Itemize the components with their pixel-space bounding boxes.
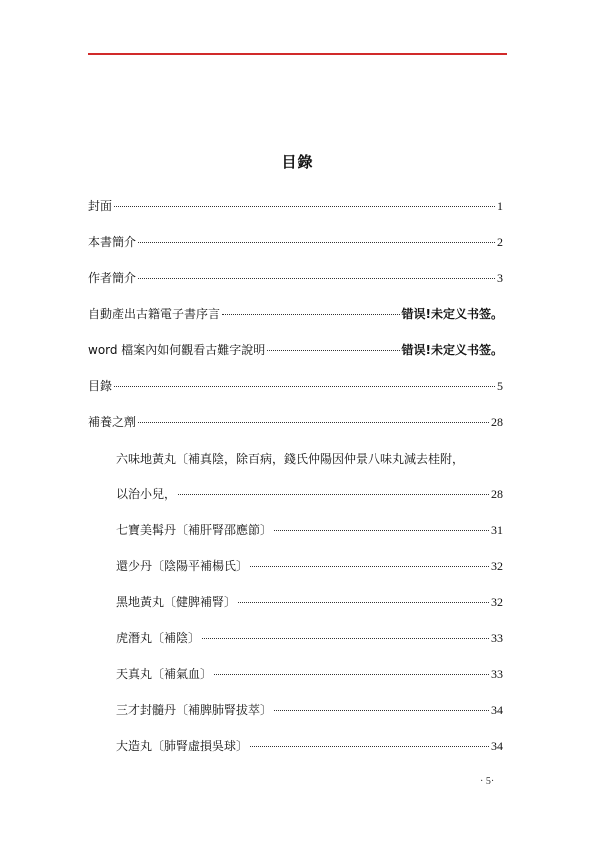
toc-entry-page: 31: [491, 523, 503, 537]
toc-entry[interactable]: [116, 701, 503, 721]
toc-entry-page: 34: [491, 739, 503, 753]
toc-leader: [274, 710, 489, 711]
toc-leader: [274, 530, 489, 531]
toc-entry-page: 2: [497, 235, 503, 249]
toc-entry-page-error: 错误!未定义书签。: [401, 307, 503, 321]
toc-entry[interactable]: [88, 377, 503, 397]
toc-entry[interactable]: [88, 413, 503, 433]
toc-entry[interactable]: [116, 485, 503, 505]
toc-entry[interactable]: [88, 197, 503, 217]
toc-entry-text: 黑地黃丸〔健脾補腎〕: [116, 595, 237, 609]
toc-entry-page: 5: [497, 379, 503, 393]
footer-page-number: · 5·: [480, 776, 495, 787]
toc-entry-text-line1[interactable]: 六味地黃丸〔補真陰，除百病，錢氏仲陽因仲景八味丸減去桂附，: [116, 452, 465, 466]
toc-entry-text: 自動產出古籍電子書序言: [88, 307, 221, 321]
toc-entry-text: 大造丸〔肺腎虛損吳球〕: [116, 739, 249, 753]
toc-entry-page: 28: [491, 415, 503, 429]
toc-entry-text: 三才封髓丹〔補脾肺腎拔萃〕: [116, 703, 273, 717]
toc-entry-text: 虎潛丸〔補陰〕: [116, 631, 201, 645]
toc-leader: [138, 242, 495, 243]
toc-entry[interactable]: [116, 557, 503, 577]
toc-entry[interactable]: [116, 593, 503, 613]
toc-entry[interactable]: [88, 233, 503, 253]
toc-leader: [138, 278, 495, 279]
toc-leader: [250, 566, 489, 567]
toc-entry[interactable]: [116, 521, 503, 541]
toc-entry-page: 32: [491, 559, 503, 573]
toc-title: 目錄: [281, 153, 314, 171]
toc-entry-text: 本書簡介: [88, 235, 137, 249]
toc-leader: [250, 746, 489, 747]
toc-entry[interactable]: [88, 305, 503, 325]
toc-entry-page: 32: [491, 595, 503, 609]
toc-leader: [178, 494, 489, 495]
toc-entry-text: 補養之劑: [88, 415, 137, 429]
toc-entry[interactable]: [116, 665, 503, 685]
toc-entry-text: 目錄: [88, 379, 113, 393]
toc-entry[interactable]: [88, 341, 503, 361]
toc-entry[interactable]: [88, 269, 503, 289]
toc-entry-page: 3: [497, 271, 503, 285]
header-rule: [88, 53, 507, 55]
toc-entry-page: 34: [491, 703, 503, 717]
toc-entry-text: 還少丹〔陰陽平補楊氏〕: [116, 559, 249, 573]
toc-entry-text: word 檔案內如何觀看古難字說明: [88, 343, 266, 357]
toc-leader: [114, 206, 495, 207]
toc-entry-page: 33: [491, 667, 503, 681]
toc-entry-text: 以治小兒，: [116, 487, 177, 501]
toc-leader: [202, 638, 489, 639]
toc-entry-text: 封面: [88, 199, 113, 213]
toc-entry-text: 作者簡介: [88, 271, 137, 285]
toc-leader: [238, 602, 489, 603]
toc-leader: [114, 386, 495, 387]
toc-entry[interactable]: [116, 737, 503, 757]
toc-entry-page-error: 错误!未定义书签。: [401, 343, 503, 357]
toc-leader: [222, 314, 400, 315]
toc-leader: [267, 350, 399, 351]
toc-entry-text: 天真丸〔補氣血〕: [116, 667, 213, 681]
toc-leader: [214, 674, 489, 675]
toc-entry[interactable]: [116, 629, 503, 649]
toc-entry-page: 1: [497, 199, 503, 213]
toc-leader: [138, 422, 489, 423]
toc-entry-page: 33: [491, 631, 503, 645]
toc-entry-text: 七寶美髯丹〔補肝腎邵應節〕: [116, 523, 273, 537]
toc-entry-page: 28: [491, 487, 503, 501]
